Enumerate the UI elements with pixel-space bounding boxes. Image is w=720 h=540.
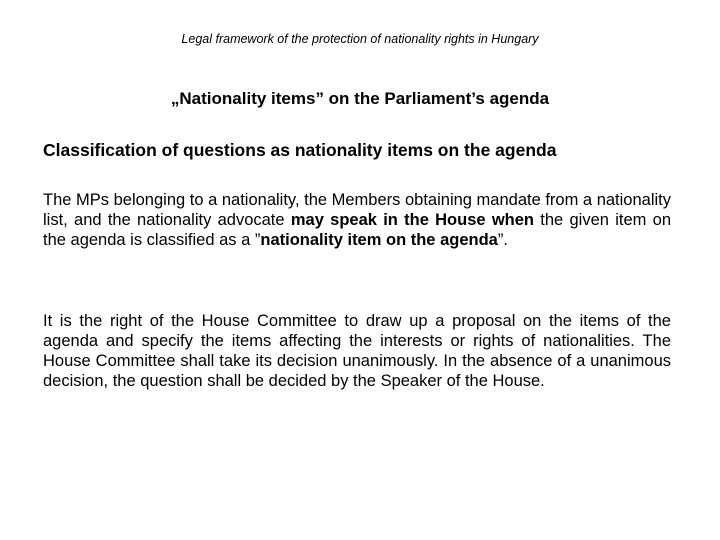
slide-subtitle: Classification of questions as nationality items on the agenda xyxy=(43,140,557,160)
paragraph-text: The MPs belonging to a nationality, the Members obtaining mandate from a nationality list, and the nationality advocate xyxy=(43,191,671,229)
slide-title: „Nationality items” on the Parliament’s agenda xyxy=(170,89,550,108)
emphasis-may-speak: may speak in the House when xyxy=(290,211,535,229)
paragraph-house-committee: It is the right of the House Committee to draw up a proposal on the items of the agenda and specify the items affecting the interests or rights of nationalities. The House Committee shall take its decision unanimously. In the absence of a unanimous decision, the question shall be decided by the Speaker of the House. xyxy=(43,312,671,390)
slide-header: Legal framework of the protection of nationality rights in Hungary xyxy=(181,32,539,46)
paragraph-text: the given item on the agenda is classified as a ” xyxy=(43,211,672,249)
paragraph-text: ”. xyxy=(497,231,508,249)
paragraph-speaking-rights xyxy=(43,190,671,250)
emphasis-nationality-item: nationality item on the agenda xyxy=(260,231,498,249)
